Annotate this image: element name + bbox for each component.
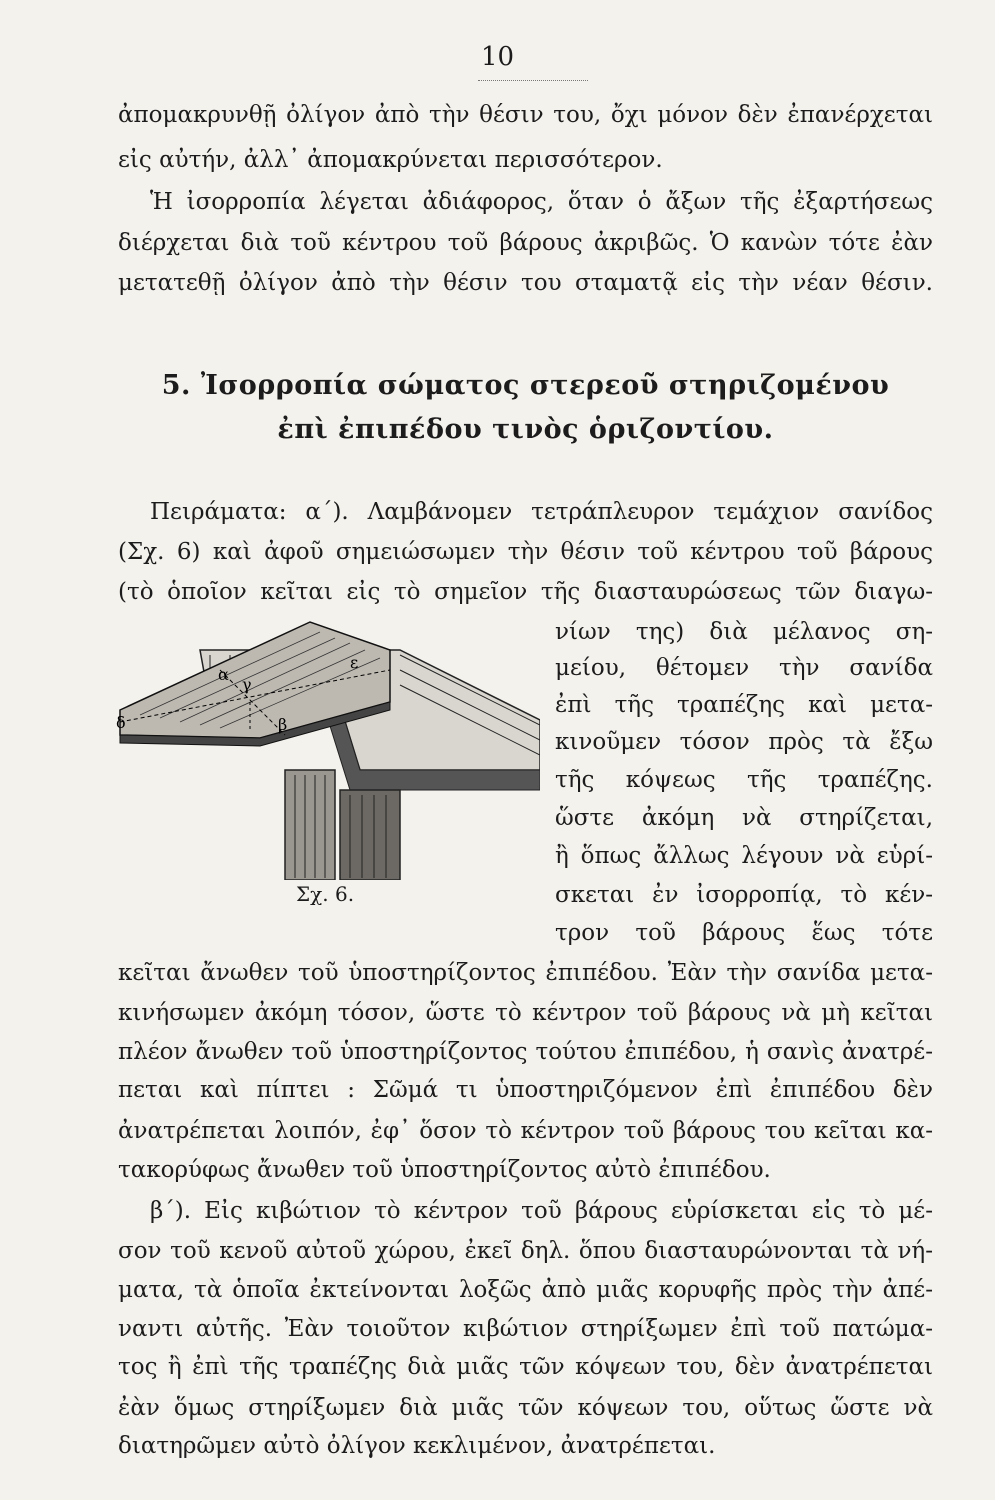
para2-line-3: μετατεθῇ ὀλίγον ἀπὸ τὴν θέσιν του σταματᾷ εἰς τὴν νέαν θέσιν. (118, 270, 933, 296)
para4-line-2: σον τοῦ κενοῦ αὐτοῦ χώρου, ἐκεῖ δηλ. ὅπου διασταυρώνονται τὰ νή- (118, 1238, 933, 1264)
para3-line-2: (Σχ. 6) καὶ ἀφοῦ σημειώσωμεν τὴν θέσιν τοῦ κέντρου τοῦ βάρους (118, 539, 933, 565)
table-leg-left (285, 770, 335, 880)
para3-narrow-6: ὥστε ἀκόμη νὰ στηρίζεται, (555, 805, 933, 831)
para4-line-6: ἐὰν ὅμως στηρίξωμεν διὰ μιᾶς τῶν κόψεων του, οὕτως ὥστε νὰ (118, 1395, 933, 1421)
para2-line-2: διέρχεται διὰ τοῦ κέντρου τοῦ βάρους ἀκριβῶς. Ὁ κανὼν τότε ἐὰν (118, 230, 933, 256)
section-number: 5. (161, 370, 191, 401)
section-heading-line-1 (118, 368, 933, 404)
para3-rest-2: κινήσωμεν ἀκόμη τόσον, ὥστε τὸ κέντρον τοῦ βάρους νὰ μὴ κεῖται (118, 1000, 933, 1026)
header-rule (478, 80, 588, 81)
para3-line-1: Πειράματα: α΄). Λαμβάνομεν τετράπλευρον τεμάχιον σανίδος (150, 499, 933, 525)
para4-line-4: ναντι αὐτῆς. Ἐὰν τοιοῦτον κιβώτιον στηρίξωμεν ἐπὶ τοῦ πατώμα- (118, 1316, 933, 1342)
para4-line-3: ματα, τὰ ὁποῖα ἐκτείνονται λοξῶς ἀπὸ μιᾶς κορυφῆς πρὸς τὴν ἀπέ- (118, 1277, 933, 1303)
label-alpha: α (218, 665, 229, 684)
para4-line-7: διατηρῶμεν αὐτὸ ὀλίγον κεκλιμένον, ἀνατρέπεται. (118, 1433, 716, 1459)
para3-narrow-3: ἐπὶ τῆς τραπέζης καὶ μετα- (555, 692, 933, 718)
label-epsilon: ε (350, 653, 359, 672)
figure-board-on-table (100, 610, 540, 880)
section-title-1: Ἰσορροπία σώματος στερεοῦ στηριζομένου (200, 370, 890, 401)
para3-narrow-2: μείου, θέτομεν τὴν σανίδα (555, 655, 933, 681)
label-delta: δ (116, 713, 126, 732)
para3-narrow-5: τῆς κόψεως τῆς τραπέζης. (555, 767, 933, 793)
para4-line-5: τος ἢ ἐπὶ τῆς τραπέζης διὰ μιᾶς τῶν κόψεων του, δὲν ἀνατρέπεται (118, 1354, 933, 1380)
figure-caption: Σχ. 6. (296, 882, 355, 906)
para3-narrow-7: ἢ ὅπως ἄλλως λέγουν νὰ εὑρί- (555, 843, 933, 869)
para3-rest-3: πλέον ἄνωθεν τοῦ ὑποστηρίζοντος τούτου ἐπιπέδου, ἡ σανὶς ἀνατρέ- (118, 1039, 933, 1065)
para3-rest-5: ἀνατρέπεται λοιπόν, ἐφ᾽ ὅσον τὸ κέντρον τοῦ βάρους του κεῖται κα- (118, 1118, 933, 1144)
para3-narrow-9: τρον τοῦ βάρους ἕως τότε (555, 920, 933, 946)
section-heading-line-2: ἐπὶ ἐπιπέδου τινὸς ὁριζοντίου. (277, 414, 774, 445)
para3-rest-4: πεται καὶ πίπτει : Σῶμά τι ὑποστηριζόμενον ἐπὶ ἐπιπέδου δὲν (118, 1077, 933, 1103)
para3-rest-1: κεῖται ἄνωθεν τοῦ ὑποστηρίζοντος ἐπιπέδου. Ἐὰν τὴν σανίδα μετα- (118, 960, 933, 986)
para3-narrow-1: νίων της) διὰ μέλανος ση- (555, 619, 933, 645)
para1-line-1: ἀπομακρυνθῇ ὀλίγον ἀπὸ τὴν θέσιν του, ὄχι μόνον δὲν ἐπανέρχεται (118, 102, 933, 128)
para3-rest-6: τακορύφως ἄνωθεν τοῦ ὑποστηρίζοντος αὐτὸ ἐπιπέδου. (118, 1157, 771, 1183)
para4-line-1: β΄). Εἰς κιβώτιον τὸ κέντρον τοῦ βάρους εὑρίσκεται εἰς τὸ μέ- (150, 1198, 933, 1224)
table-leg-front (340, 790, 400, 880)
page-number: 10 (480, 42, 515, 72)
para1-line-2: εἰς αὐτήν, ἀλλ᾽ ἀπομακρύνεται περισσότερον. (118, 147, 663, 173)
label-beta: β (278, 715, 288, 734)
para3-line-3: (τὸ ὁποῖον κεῖται εἰς τὸ σημεῖον τῆς διασταυρώσεως τῶν διαγω- (118, 579, 933, 605)
label-gamma: γ (242, 675, 252, 694)
para3-narrow-4: κινοῦμεν τόσον πρὸς τὰ ἔξω (555, 729, 933, 755)
para2-line-1: Ἡ ἰσορροπία λέγεται ἀδιάφορος, ὅταν ὁ ἄξων τῆς ἐξαρτήσεως (150, 189, 933, 215)
para3-narrow-8: σκεται ἐν ἰσορροπίᾳ, τὸ κέν- (555, 882, 933, 908)
